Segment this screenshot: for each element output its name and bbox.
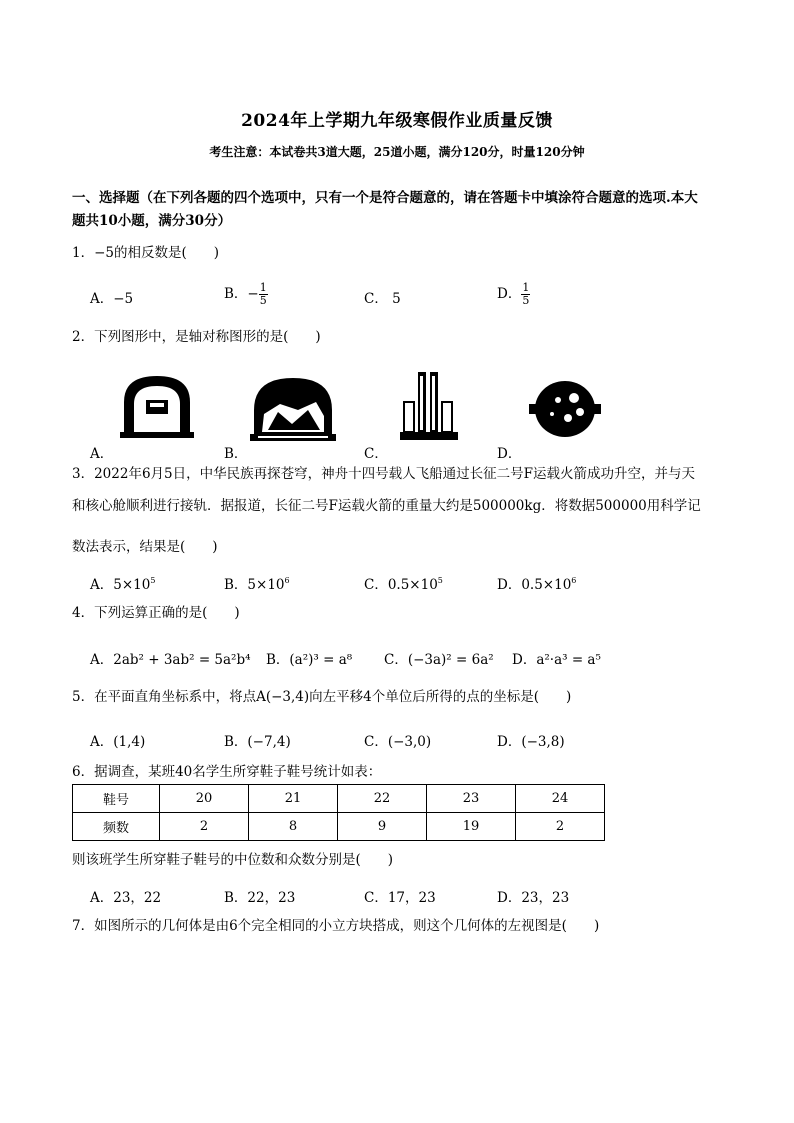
- q2-option-b: B．: [224, 446, 248, 462]
- q3-option-c: C．$0.5\times 10^5$: [364, 576, 443, 593]
- q4-option-d: D．a²·a³ = a⁵: [512, 652, 601, 668]
- figure-d-icon: [528, 378, 602, 440]
- q6-option-b: B．22，23: [224, 890, 296, 906]
- question-3-line-1: 3．2022年6月5日，中华民族再探苍穹，神舟十四号载人飞船通过长征二号F运载火箭成功升空，并与天: [72, 466, 695, 482]
- q2-option-d: D．: [497, 446, 522, 462]
- question-5: 5．在平面直角坐标系中，将点A(−3,4)向左平移4个单位后所得的点的坐标是( ): [72, 689, 572, 705]
- table-cell: 2: [160, 813, 249, 841]
- table-cell: 21: [249, 785, 338, 813]
- question-1: 1．−5的相反数是( ): [72, 245, 220, 261]
- q4-option-b: B．(a²)³ = a⁸: [266, 652, 353, 668]
- q1-option-c: C． 5: [364, 291, 401, 307]
- table-cell: 2: [516, 813, 605, 841]
- table-cell: 频数: [73, 813, 160, 841]
- page-title: 2024年上学期九年级寒假作业质量反馈: [241, 111, 553, 131]
- section-heading-cont: 题共10小题，满分30分）: [72, 213, 232, 229]
- table-cell: 鞋号: [73, 785, 160, 813]
- shoe-size-table: [72, 784, 605, 841]
- question-2: 2．下列图形中，是轴对称图形的是( ): [72, 329, 321, 345]
- question-7: 7．如图所示的几何体是由6个完全相同的小立方块搭成，则这个几何体的左视图是( ): [72, 918, 600, 934]
- q6-option-c: C．17，23: [364, 890, 436, 906]
- q3-option-b: B．$5\times 10^6$: [224, 576, 290, 593]
- table-row: [73, 785, 605, 813]
- figure-c-icon: [396, 370, 462, 442]
- table-cell: 24: [516, 785, 605, 813]
- q1-option-b: B．− $\frac{1}{5}$: [224, 281, 267, 307]
- table-cell: 9: [338, 813, 427, 841]
- q4-option-c: C．(−3a)² = 6a²: [384, 652, 494, 668]
- table-cell: 8: [249, 813, 338, 841]
- figure-a-icon: [118, 372, 196, 440]
- q5-option-b: B．(−7,4): [224, 734, 291, 750]
- section-heading: 一、选择题（在下列各题的四个选项中，只有一个是符合题意的，请在答题卡中填涂符合题意的选项.本大: [72, 190, 698, 206]
- question-3-line-2: 和核心舱顺利进行接轨．据报道，长征二号F运载火箭的重量大约是500000kg．将数据500000用科学记: [72, 498, 701, 514]
- table-row: [73, 813, 605, 841]
- q5-option-a: A．(1,4): [90, 734, 146, 750]
- q1-option-d: D． $\frac{1}{5}$: [497, 281, 530, 307]
- q5-option-d: D．(−3,8): [497, 734, 565, 750]
- table-cell: 20: [160, 785, 249, 813]
- question-3-line-3: 数法表示，结果是( ): [72, 539, 218, 555]
- table-cell: 19: [427, 813, 516, 841]
- question-6-ask: 则该班学生所穿鞋子鞋号的中位数和众数分别是( ): [72, 852, 394, 868]
- q3-option-a: A．$5\times 10^5$: [90, 576, 156, 593]
- q2-option-a: A．: [90, 446, 114, 462]
- question-6: 6．据调查，某班40名学生所穿鞋子鞋号统计如表：: [72, 764, 382, 780]
- exam-notice: 考生注意：本试卷共3道大题，25道小题，满分120分，时量120分钟: [209, 145, 585, 159]
- table-cell: 22: [338, 785, 427, 813]
- table-cell: 23: [427, 785, 516, 813]
- q3-option-d: D．$0.5\times 10^6$: [497, 576, 577, 593]
- q4-option-a: A．2ab² + 3ab² = 5a²b⁴: [90, 652, 251, 668]
- q2-option-c: C．: [364, 446, 388, 462]
- q1-option-a: A．−5: [90, 291, 134, 307]
- figure-b-icon: [250, 374, 336, 442]
- q5-option-c: C．(−3,0): [364, 734, 432, 750]
- q6-option-d: D．23，23: [497, 890, 570, 906]
- q6-option-a: A．23，22: [90, 890, 162, 906]
- question-4: 4．下列运算正确的是( ): [72, 605, 240, 621]
